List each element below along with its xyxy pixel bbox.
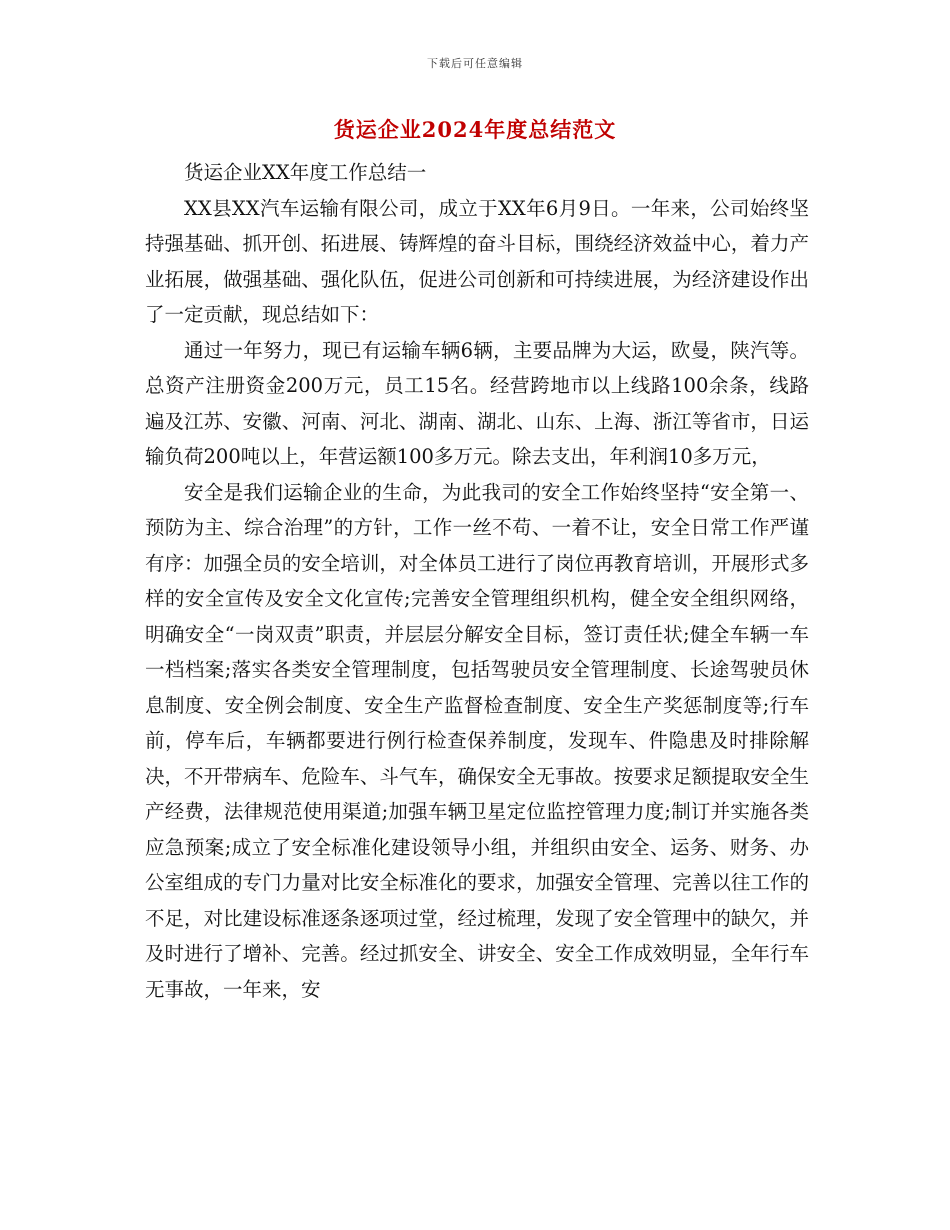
header-note: 下载后可任意编辑: [427, 57, 523, 70]
paragraph-company-intro: XX县XX汽车运输有限公司，成立于XX年6月9日。一年来，公司始终坚持强基础、抓开创、拓进展、铸辉煌的奋斗目标，围绕经济效益中心，着力产业拓展，做强基础、强化队伍，促进公司创新和可持续进展，为经济建设作出了一定贡献，现总结如下：: [145, 196, 809, 326]
section-heading: 货运企业XX年度工作总结一: [184, 161, 427, 184]
document-body: [145, 155, 809, 1007]
paragraph-operations: 通过一年努力，现已有运输车辆6辆，主要品牌为大运，欧曼，陕汽等。总资产注册资金200万元，员工15名。经营跨地市以上线路100余条，线路遍及江苏、安徽、河南、河北、湖南、湖北、山东、上海、浙江等省市，日运输负荷200吨以上，年营运额100多万元。除去支出，年利润10多万元，: [145, 338, 809, 468]
document-title: 货运企业2024年度总结范文: [333, 117, 617, 142]
paragraph-safety: 安全是我们运输企业的生命，为此我司的安全工作始终坚持“安全第一、预防为主、综合治理”的方针，工作一丝不苟、一着不让，安全日常工作严谨有序：加强全员的安全培训，对全体员工进行了岗位再教育培训，开展形式多样的安全宣传及安全文化宣传;完善安全管理组织机构，健全安全组织网络，明确安全“一岗双责”职责，并层层分解安全目标，签订责任状;健全车辆一车一档档案;落实各类安全管理制度，包括驾驶员安全管理制度、长途驾驶员休息制度、安全例会制度、安全生产监督检查制度、安全生产奖惩制度等;行车前，停车后，车辆都要进行例行检查保养制度，发现车、件隐患及时排除解决，不开带病车、危险车、斗气车，确保安全无事故。按要求足额提取安全生产经费，法律规范使用渠道;加强车辆卫星定位监控管理力度;制订并实施各类应急预案;成立了安全标准化建设领导小组，并组织由安全、运务、财务、办公室组成的专门力量对比安全标准化的要求，加强安全管理、完善以往工作的不足，对比建设标准逐条逐项过堂，经过梳理，发现了安全管理中的缺欠，并及时进行了增补、完善。经过抓安全、讲安全、安全工作成效明显，全年行车无事故，一年来，安: [145, 480, 809, 1001]
